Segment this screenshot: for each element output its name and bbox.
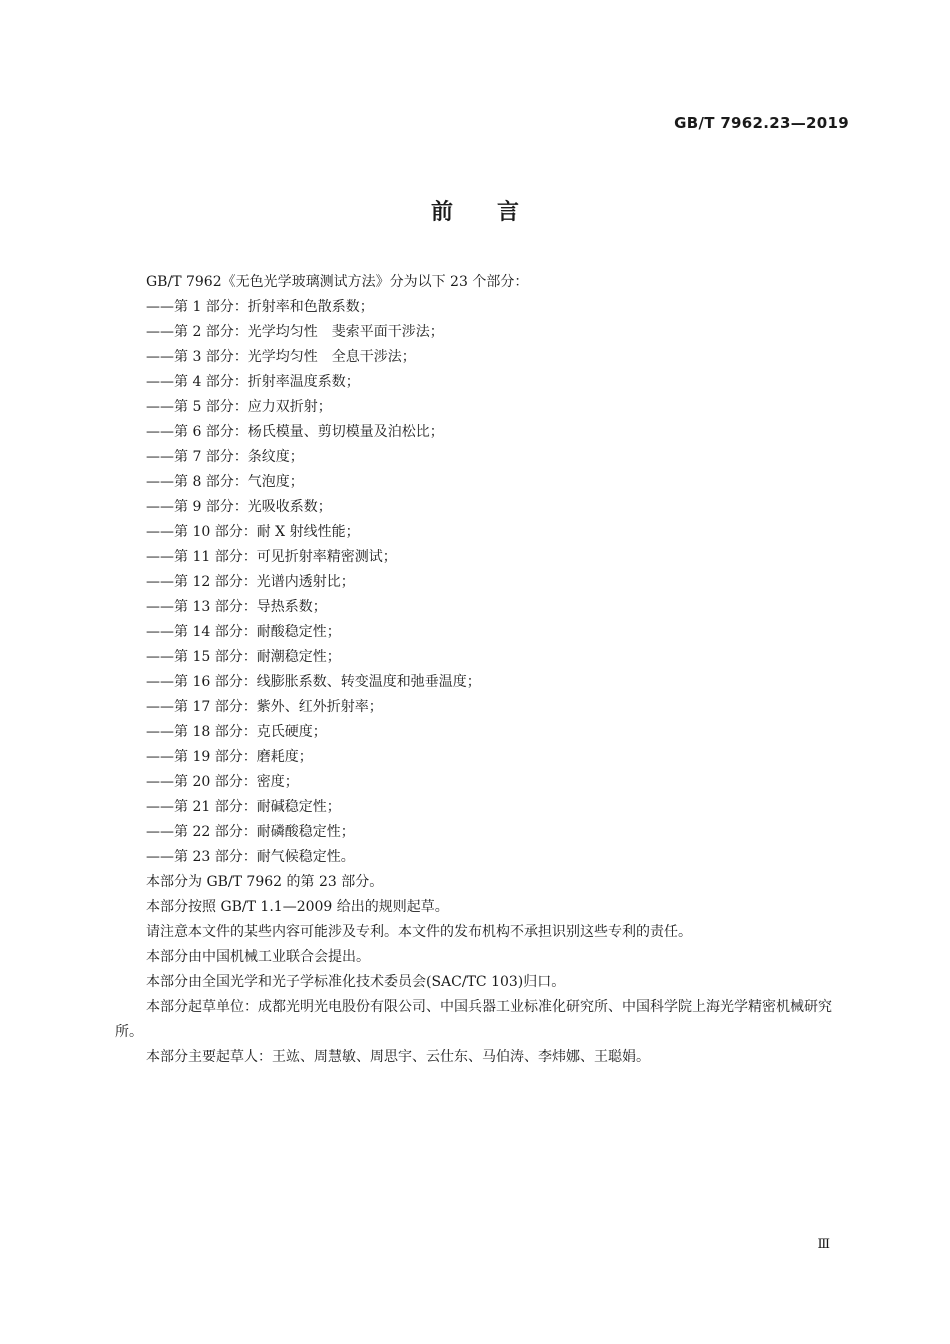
page-title [0, 195, 950, 226]
list-item: ——第 10 部分：耐 X 射线性能； [146, 524, 360, 540]
parts-list [115, 295, 855, 870]
this-part-statement: 本部分为 GB/T 7962 的第 23 部分。 [146, 874, 384, 890]
title-char-2: 言 [497, 200, 520, 225]
list-item: ——第 9 部分：光吸收系数； [146, 499, 332, 515]
list-item: ——第 18 部分：克氏硬度； [146, 724, 327, 740]
drafters-statement: 本部分主要起草人：王竑、周慧敏、周思宇、云仕东、马伯涛、李炜娜、王聪娟。 [146, 1049, 650, 1065]
list-item: ——第 4 部分：折射率温度系数； [146, 374, 360, 390]
list-item: ——第 19 部分：磨耗度； [146, 749, 313, 765]
title-char-1: 前 [430, 200, 453, 225]
patent-notice: 请注意本文件的某些内容可能涉及专利。本文件的发布机构不承担识别这些专利的责任。 [146, 924, 692, 940]
centralized-by-statement: 本部分由全国光学和光子学标准化技术委员会(SAC/TC 103)归口。 [146, 974, 566, 990]
list-item: ——第 1 部分：折射率和色散系数； [146, 299, 374, 315]
list-item: ——第 8 部分：气泡度； [146, 474, 304, 490]
list-item: ——第 14 部分：耐酸稳定性； [146, 624, 341, 640]
list-item: ——第 7 部分：条纹度； [146, 449, 304, 465]
list-item: ——第 21 部分：耐碱稳定性； [146, 799, 341, 815]
list-item: ——第 17 部分：紫外、红外折射率； [146, 699, 383, 715]
page-number: Ⅲ [817, 1237, 830, 1252]
list-item: ——第 15 部分：耐潮稳定性； [146, 649, 341, 665]
list-item: ——第 13 部分：导热系数； [146, 599, 327, 615]
standard-number: GB/T 7962.23—2019 [674, 114, 849, 132]
list-item: ——第 12 部分：光谱内透射比； [146, 574, 355, 590]
list-item: ——第 5 部分：应力双折射； [146, 399, 332, 415]
drafting-units-statement: 本部分起草单位：成都光明光电股份有限公司、中国兵器工业标准化研究所、中国科学院上海光学精密机械研究所。 [115, 999, 832, 1040]
list-item: ——第 2 部分：光学均匀性 斐索平面干涉法； [146, 324, 444, 340]
list-item: ——第 3 部分：光学均匀性 全息干涉法； [146, 349, 416, 365]
list-item: ——第 22 部分：耐磷酸稳定性； [146, 824, 355, 840]
list-item: ——第 11 部分：可见折射率精密测试； [146, 549, 397, 565]
list-item: ——第 23 部分：耐气候稳定性。 [146, 849, 355, 865]
foreword-body [115, 270, 855, 1070]
drafting-rules-statement: 本部分按照 GB/T 1.1—2009 给出的规则起草。 [146, 899, 449, 915]
intro-line: GB/T 7962《无色光学玻璃测试方法》分为以下 23 个部分： [146, 274, 529, 290]
list-item: ——第 16 部分：线膨胀系数、转变温度和弛垂温度； [146, 674, 481, 690]
list-item: ——第 20 部分：密度； [146, 774, 299, 790]
list-item: ——第 6 部分：杨氏模量、剪切模量及泊松比； [146, 424, 444, 440]
proposed-by-statement: 本部分由中国机械工业联合会提出。 [146, 949, 370, 965]
